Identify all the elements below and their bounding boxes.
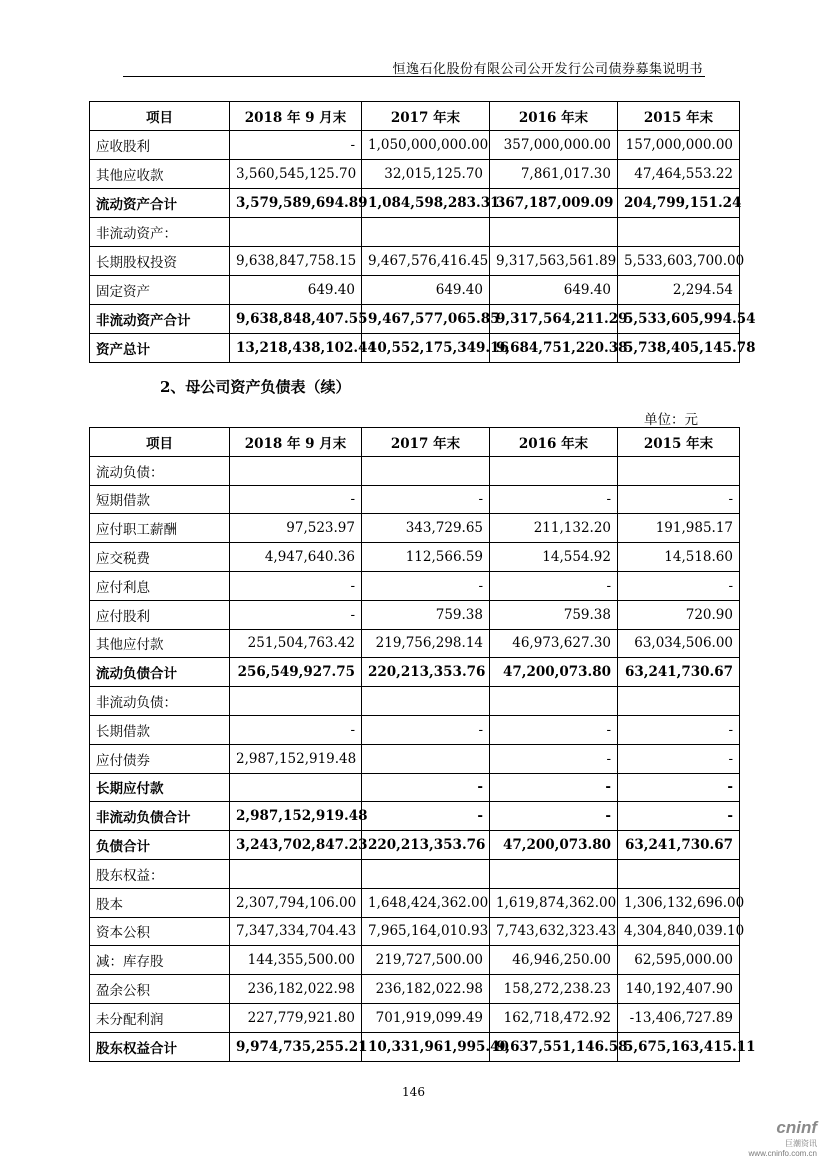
value-cell: 46,973,627.30	[490, 629, 618, 658]
value-cell: 112,566.59	[362, 543, 490, 572]
row-label-cell: 其他应付款	[90, 629, 230, 658]
value-cell: 9,317,564,211.29	[490, 305, 618, 334]
value-cell: -	[362, 485, 490, 514]
value-cell: -	[362, 802, 490, 831]
row-label-cell: 应付利息	[90, 571, 230, 600]
table-row	[90, 744, 740, 773]
value-cell: -	[618, 744, 740, 773]
row-label-cell: 长期股权投资	[90, 247, 230, 276]
row-label-cell: 流动资产合计	[90, 189, 230, 218]
table-row	[90, 975, 740, 1004]
table-row	[90, 658, 740, 687]
row-label-cell: 非流动资产：	[90, 218, 230, 247]
header-divider	[123, 76, 705, 77]
table-row	[90, 514, 740, 543]
row-label-cell: 应交税费	[90, 543, 230, 572]
value-cell: 701,919,099.49	[362, 1003, 490, 1032]
unit-label: 单位：元	[644, 412, 698, 428]
value-cell: 3,243,702,847.23	[230, 831, 362, 860]
table-row	[90, 1003, 740, 1032]
row-label-cell: 非流动负债：	[90, 687, 230, 716]
value-cell: 9,467,576,416.45	[362, 247, 490, 276]
value-cell: 7,743,632,323.43	[490, 917, 618, 946]
table-row	[90, 485, 740, 514]
table-row	[90, 715, 740, 744]
table-row	[90, 305, 740, 334]
value-cell: 158,272,238.23	[490, 975, 618, 1004]
value-cell: 3,579,589,694.89	[230, 189, 362, 218]
value-cell: 5,533,605,994.54	[618, 305, 740, 334]
value-cell: -	[490, 485, 618, 514]
value-cell	[230, 687, 362, 716]
column-header: 2016 年末	[490, 102, 618, 131]
value-cell: 46,946,250.00	[490, 946, 618, 975]
value-cell: 1,084,598,283.31	[362, 189, 490, 218]
value-cell: 7,965,164,010.93	[362, 917, 490, 946]
value-cell: 32,015,125.70	[362, 160, 490, 189]
table-row	[90, 1032, 740, 1061]
row-label-cell: 流动负债合计	[90, 658, 230, 687]
value-cell	[230, 218, 362, 247]
value-cell: -	[230, 600, 362, 629]
value-cell: 14,554.92	[490, 543, 618, 572]
value-cell: 1,050,000,000.00	[362, 131, 490, 160]
value-cell: 343,729.65	[362, 514, 490, 543]
logo-brand: cninf	[776, 1118, 817, 1137]
value-cell: 9,684,751,220.38	[490, 334, 618, 363]
table-row	[90, 334, 740, 363]
column-header: 2018 年 9 月末	[230, 428, 362, 457]
value-cell: 649.40	[230, 276, 362, 305]
table-row	[90, 131, 740, 160]
value-cell: -	[618, 485, 740, 514]
table-row	[90, 189, 740, 218]
value-cell	[230, 456, 362, 485]
value-cell: 2,987,152,919.48	[230, 802, 362, 831]
value-cell: 4,304,840,039.10	[618, 917, 740, 946]
row-label-cell: 应付职工薪酬	[90, 514, 230, 543]
value-cell: 367,187,009.09	[490, 189, 618, 218]
value-cell: 191,985.17	[618, 514, 740, 543]
value-cell: 47,464,553.22	[618, 160, 740, 189]
table-row	[90, 543, 740, 572]
value-cell: 3,560,545,125.70	[230, 160, 362, 189]
value-cell: 220,213,353.76	[362, 831, 490, 860]
value-cell	[490, 218, 618, 247]
value-cell	[490, 859, 618, 888]
row-label-cell: 短期借款	[90, 485, 230, 514]
table-row	[90, 831, 740, 860]
value-cell: -	[230, 131, 362, 160]
value-cell: -	[490, 744, 618, 773]
table-header-row	[90, 102, 740, 131]
value-cell: 4,947,640.36	[230, 543, 362, 572]
row-label-cell: 盈余公积	[90, 975, 230, 1004]
value-cell: -	[490, 802, 618, 831]
value-cell: 144,355,500.00	[230, 946, 362, 975]
value-cell: 157,000,000.00	[618, 131, 740, 160]
table-row	[90, 600, 740, 629]
value-cell: 720.90	[618, 600, 740, 629]
table-row	[90, 276, 740, 305]
column-header: 项目	[90, 428, 230, 457]
value-cell: 63,241,730.67	[618, 831, 740, 860]
table-row	[90, 773, 740, 802]
value-cell	[618, 859, 740, 888]
table-row	[90, 571, 740, 600]
value-cell: 256,549,927.75	[230, 658, 362, 687]
value-cell	[618, 218, 740, 247]
value-cell: 236,182,022.98	[230, 975, 362, 1004]
value-cell: 219,756,298.14	[362, 629, 490, 658]
table-row	[90, 247, 740, 276]
value-cell: 1,619,874,362.00	[490, 888, 618, 917]
table-row	[90, 687, 740, 716]
row-label-cell: 未分配利润	[90, 1003, 230, 1032]
value-cell: -	[618, 715, 740, 744]
liabilities-table	[89, 427, 756, 1062]
value-cell	[362, 859, 490, 888]
row-label-cell: 股东权益：	[90, 859, 230, 888]
value-cell: 236,182,022.98	[362, 975, 490, 1004]
row-label-cell: 应付股利	[90, 600, 230, 629]
value-cell: 9,637,551,146.58	[490, 1032, 618, 1061]
value-cell	[618, 456, 740, 485]
value-cell: 9,638,848,407.55	[230, 305, 362, 334]
logo-subtitle: 巨潮资讯	[785, 1139, 817, 1148]
row-label-cell: 固定资产	[90, 276, 230, 305]
value-cell: 1,648,424,362.00	[362, 888, 490, 917]
value-cell: -	[362, 715, 490, 744]
value-cell: -	[230, 571, 362, 600]
value-cell: -	[618, 802, 740, 831]
table-row	[90, 802, 740, 831]
row-label-cell: 长期借款	[90, 715, 230, 744]
value-cell: -	[618, 571, 740, 600]
column-header: 2017 年末	[362, 102, 490, 131]
row-label-cell: 非流动负债合计	[90, 802, 230, 831]
value-cell: 211,132.20	[490, 514, 618, 543]
column-header: 2017 年末	[362, 428, 490, 457]
value-cell: -	[230, 485, 362, 514]
value-cell: 2,987,152,919.48	[230, 744, 362, 773]
value-cell: -	[362, 773, 490, 802]
value-cell: 357,000,000.00	[490, 131, 618, 160]
value-cell: 9,467,577,065.85	[362, 305, 490, 334]
value-cell	[362, 744, 490, 773]
column-header: 2015 年末	[618, 428, 740, 457]
table-row	[90, 218, 740, 247]
value-cell: 759.38	[362, 600, 490, 629]
value-cell: 219,727,500.00	[362, 946, 490, 975]
value-cell: 10,552,175,349.16	[362, 334, 490, 363]
value-cell: 63,034,506.00	[618, 629, 740, 658]
value-cell	[362, 687, 490, 716]
value-cell	[490, 687, 618, 716]
page-number: 146	[402, 1085, 425, 1099]
column-header: 项目	[90, 102, 230, 131]
table-row	[90, 456, 740, 485]
row-label-cell: 股本	[90, 888, 230, 917]
value-cell: 9,317,563,561.89	[490, 247, 618, 276]
value-cell	[362, 456, 490, 485]
value-cell: 7,861,017.30	[490, 160, 618, 189]
value-cell: 47,200,073.80	[490, 831, 618, 860]
section-title: 2、母公司资产负债表（续）	[160, 378, 351, 396]
row-label-cell: 应收股利	[90, 131, 230, 160]
value-cell: 2,307,794,106.00	[230, 888, 362, 917]
row-label-cell: 其他应收款	[90, 160, 230, 189]
value-cell: 62,595,000.00	[618, 946, 740, 975]
document-header: 恒逸石化股份有限公司公开发行公司债券募集说明书	[392, 62, 703, 77]
cninf-logo	[737, 1118, 817, 1158]
value-cell	[362, 218, 490, 247]
value-cell: -	[490, 773, 618, 802]
table-row	[90, 629, 740, 658]
value-cell: 9,638,847,758.15	[230, 247, 362, 276]
value-cell: 204,799,151.24	[618, 189, 740, 218]
value-cell: 1,306,132,696.00	[618, 888, 740, 917]
value-cell: -	[362, 571, 490, 600]
value-cell: 10,331,961,995.40	[362, 1032, 490, 1061]
value-cell: 649.40	[362, 276, 490, 305]
value-cell: -	[618, 773, 740, 802]
value-cell: 227,779,921.80	[230, 1003, 362, 1032]
table-row	[90, 859, 740, 888]
value-cell: 140,192,407.90	[618, 975, 740, 1004]
row-label-cell: 资本公积	[90, 917, 230, 946]
value-cell: 220,213,353.76	[362, 658, 490, 687]
value-cell: 47,200,073.80	[490, 658, 618, 687]
value-cell: 63,241,730.67	[618, 658, 740, 687]
table-row	[90, 946, 740, 975]
value-cell: 5,738,405,145.78	[618, 334, 740, 363]
value-cell: 649.40	[490, 276, 618, 305]
value-cell: 14,518.60	[618, 543, 740, 572]
value-cell: 9,974,735,255.21	[230, 1032, 362, 1061]
value-cell: 5,675,163,415.11	[618, 1032, 740, 1061]
row-label-cell: 减：库存股	[90, 946, 230, 975]
value-cell: 97,523.97	[230, 514, 362, 543]
value-cell	[618, 687, 740, 716]
value-cell: 759.38	[490, 600, 618, 629]
value-cell: 2,294.54	[618, 276, 740, 305]
table-header-row	[90, 428, 740, 457]
assets-table	[89, 101, 756, 363]
value-cell: 13,218,438,102.44	[230, 334, 362, 363]
row-label-cell: 负债合计	[90, 831, 230, 860]
row-label-cell: 股东权益合计	[90, 1032, 230, 1061]
column-header: 2015 年末	[618, 102, 740, 131]
value-cell: 5,533,603,700.00	[618, 247, 740, 276]
column-header: 2016 年末	[490, 428, 618, 457]
row-label-cell: 非流动资产合计	[90, 305, 230, 334]
value-cell: -	[490, 571, 618, 600]
value-cell: 7,347,334,704.43	[230, 917, 362, 946]
row-label-cell: 应付债券	[90, 744, 230, 773]
value-cell	[490, 456, 618, 485]
value-cell: -	[230, 715, 362, 744]
row-label-cell: 资产总计	[90, 334, 230, 363]
value-cell: 162,718,472.92	[490, 1003, 618, 1032]
column-header: 2018 年 9 月末	[230, 102, 362, 131]
value-cell	[230, 859, 362, 888]
value-cell: -	[490, 715, 618, 744]
row-label-cell: 流动负债：	[90, 456, 230, 485]
table-row	[90, 917, 740, 946]
value-cell	[230, 773, 362, 802]
table-row	[90, 160, 740, 189]
logo-url: www.cninfo.com.cn	[748, 1149, 817, 1158]
value-cell: 251,504,763.42	[230, 629, 362, 658]
row-label-cell: 长期应付款	[90, 773, 230, 802]
value-cell: -13,406,727.89	[618, 1003, 740, 1032]
table-row	[90, 888, 740, 917]
